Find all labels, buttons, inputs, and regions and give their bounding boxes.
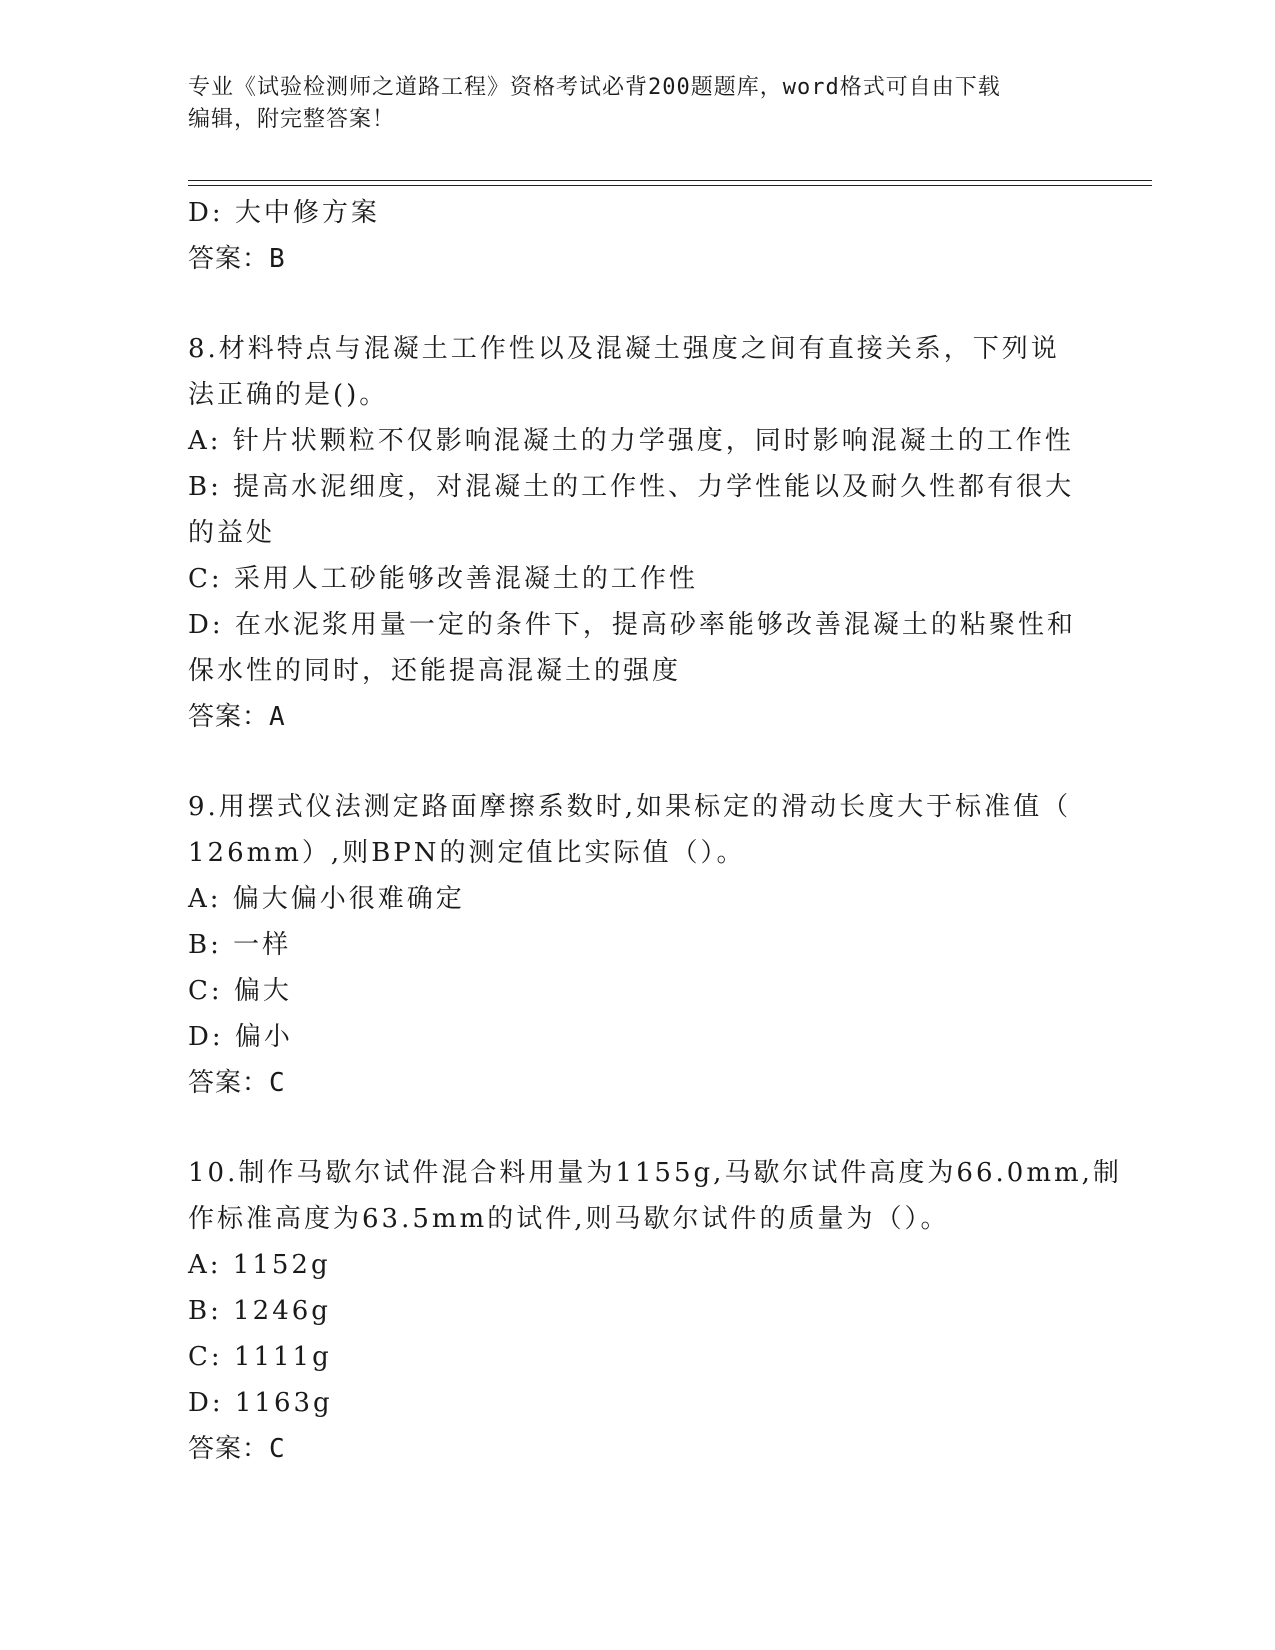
- question-stem-line: 8.材料特点与混凝土工作性以及混凝土强度之间有直接关系，下列说: [188, 334, 1060, 364]
- prev-answer: 答案：B: [188, 244, 286, 274]
- option-b: B: 提高水泥细度，对混凝土的工作性、力学性能以及耐久性都有很大: [188, 472, 1075, 502]
- option-a: A: 针片状颗粒不仅影响混凝土的力学强度，同时影响混凝土的工作性: [188, 426, 1074, 456]
- question-8: [188, 326, 1088, 740]
- option-d-continued: 保水性的同时，还能提高混凝土的强度: [188, 656, 682, 686]
- spacer: [188, 282, 1088, 326]
- header-rule-bottom: [188, 185, 1152, 186]
- option-c: C: 1111g: [188, 1342, 332, 1372]
- question-stem-line: 10.制作马歇尔试件混合料用量为1155g,马歇尔试件高度为66.0mm,制: [188, 1158, 1122, 1188]
- document-body: [188, 190, 1122, 1472]
- header-rule-top: [188, 180, 1152, 181]
- header-line-2: 编辑，附完整答案！: [188, 107, 396, 132]
- spacer: [188, 1106, 1088, 1150]
- option-a: A: 1152g: [188, 1250, 331, 1280]
- question-stem-line: 9.用摆式仪法测定路面摩擦系数时,如果标定的滑动长度大于标准值（: [188, 792, 1072, 822]
- answer: 答案：A: [188, 702, 286, 732]
- option-d: D: 1163g: [188, 1388, 333, 1418]
- question-10: [188, 1150, 1122, 1472]
- question-9: [188, 784, 1088, 1106]
- option-d: D: 偏小: [188, 1022, 293, 1052]
- option-a: A: 偏大偏小很难确定: [188, 884, 465, 914]
- prev-option-d: D: 大中修方案: [188, 198, 380, 228]
- option-b-continued: 的益处: [188, 518, 276, 548]
- answer: 答案：C: [188, 1434, 286, 1464]
- question-stem-line: 126mm）,则BPN的测定值比实际值（）。: [188, 838, 746, 868]
- question-stem-line: 法正确的是()。: [188, 380, 389, 410]
- question-stem-line: 作标准高度为63.5mm的试件,则马歇尔试件的质量为（）。: [188, 1204, 950, 1234]
- option-b: B: 1246g: [188, 1296, 331, 1326]
- option-b: B: 一样: [188, 930, 292, 960]
- header-line-1: 专业《试验检测师之道路工程》资格考试必背200题题库，word格式可自由下载: [188, 75, 1001, 100]
- document-header: [188, 72, 1088, 136]
- answer: 答案：C: [188, 1068, 286, 1098]
- option-c: C: 偏大: [188, 976, 292, 1006]
- option-d: D: 在水泥浆用量一定的条件下，提高砂率能够改善混凝土的粘聚性和: [188, 610, 1076, 640]
- spacer: [188, 740, 1088, 784]
- option-c: C: 采用人工砂能够改善混凝土的工作性: [188, 564, 698, 594]
